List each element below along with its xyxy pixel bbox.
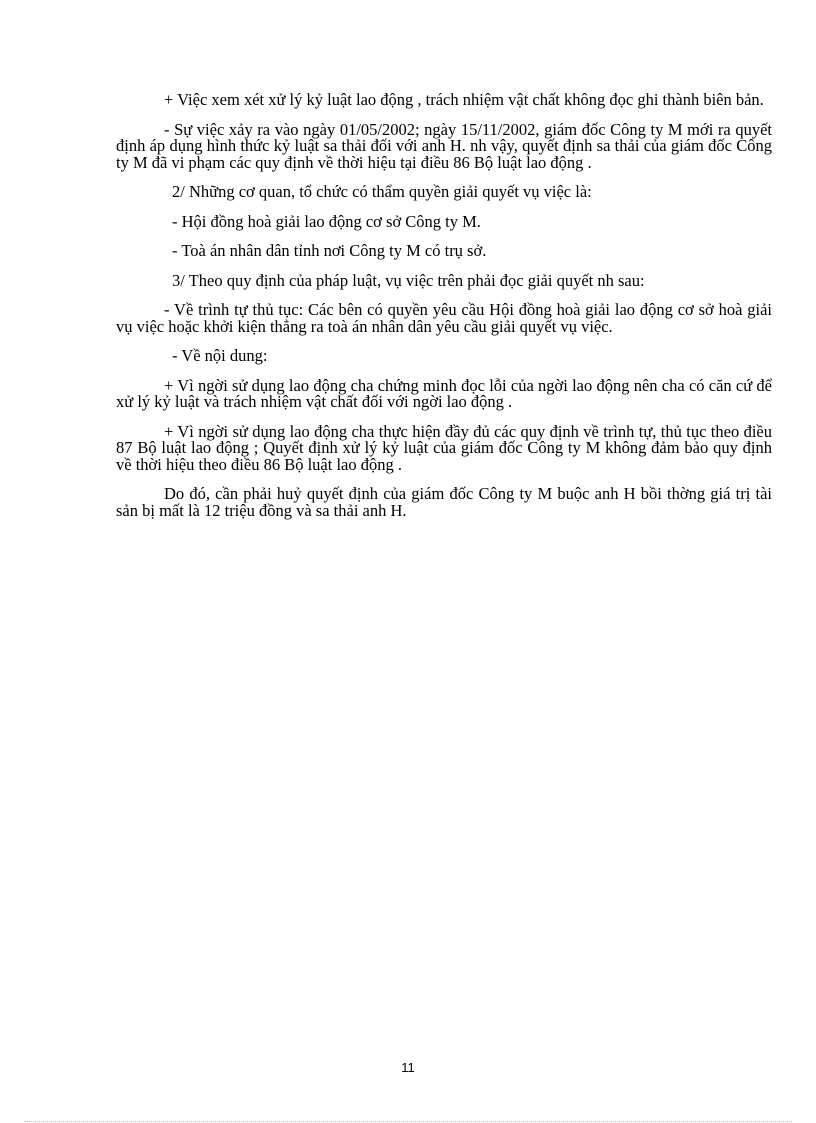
paragraph-incident-dates: - Sự việc xảy ra vào ngày 01/05/2002; ngày 15/11/2002, giám đốc Công ty M mới ra quyết định áp dụng hình thức kỷ luật sa thải đối với anh H. nh vậy, quyết định sa thải của giám đốc Công ty M đã vi phạm các quy định về thời hiệu tại điều 86 Bộ luật lao động . [116, 119, 772, 172]
paragraph-procedure: - Về trình tự thủ tục: Các bên có quyền yêu cầu Hội đồng hoà giải lao động cơ sở hoà giải vụ việc hoặc khởi kiện thẳng ra toà án nhân dân yêu cầu giải quyết vụ việc. [116, 300, 772, 336]
paragraph-provincial-court: - Toà án nhân dân tỉnh nơi Công ty M có trụ sở. [172, 241, 487, 260]
paragraph-employer-proof: + Vì ngời sử dụng lao động cha chứng minh đọc lỗi của ngời lao động nên cha có căn cứ để xử lý kỷ luật và trách nhiệm vật chất đối với ngời lao động . [116, 375, 772, 411]
page-number: 11 [401, 1060, 415, 1075]
page-bottom-divider [24, 1121, 792, 1122]
paragraph-content-heading: - Về nội dung: [172, 346, 268, 365]
paragraph-legal-resolution: 3/ Theo quy định của pháp luật, vụ việc trên phải đọc giải quyết nh sau: [172, 270, 645, 290]
paragraph-conclusion: Do đó, cần phải huỷ quyết định của giám đốc Công ty M buộc anh H bồi thờng giá trị tài sản bị mất là 12 triệu đồng và sa thải anh H. [116, 484, 772, 520]
document-body [116, 92, 772, 532]
paragraph-employer-procedure: + Vì ngời sử dụng lao động cha thực hiện đầy đủ các quy định về trình tự, thủ tục theo điều 87 Bộ luật lao động ; Quyết định xử lý kỷ luật của giám đốc Công ty M không đảm bảo quy định về thời hiệu theo điều 86 Bộ luật lao động . [116, 421, 772, 474]
paragraph-competent-bodies: 2/ Những cơ quan, tổ chức có thẩm quyền giải quyết vụ việc là: [172, 182, 592, 201]
paragraph-disciplinary-review: + Việc xem xét xử lý kỷ luật lao động , trách nhiệm vật chất không đọc ghi thành biên bản. [164, 90, 764, 109]
paragraph-conciliation-council: - Hội đồng hoà giải lao động cơ sở Công ty M. [172, 211, 481, 231]
